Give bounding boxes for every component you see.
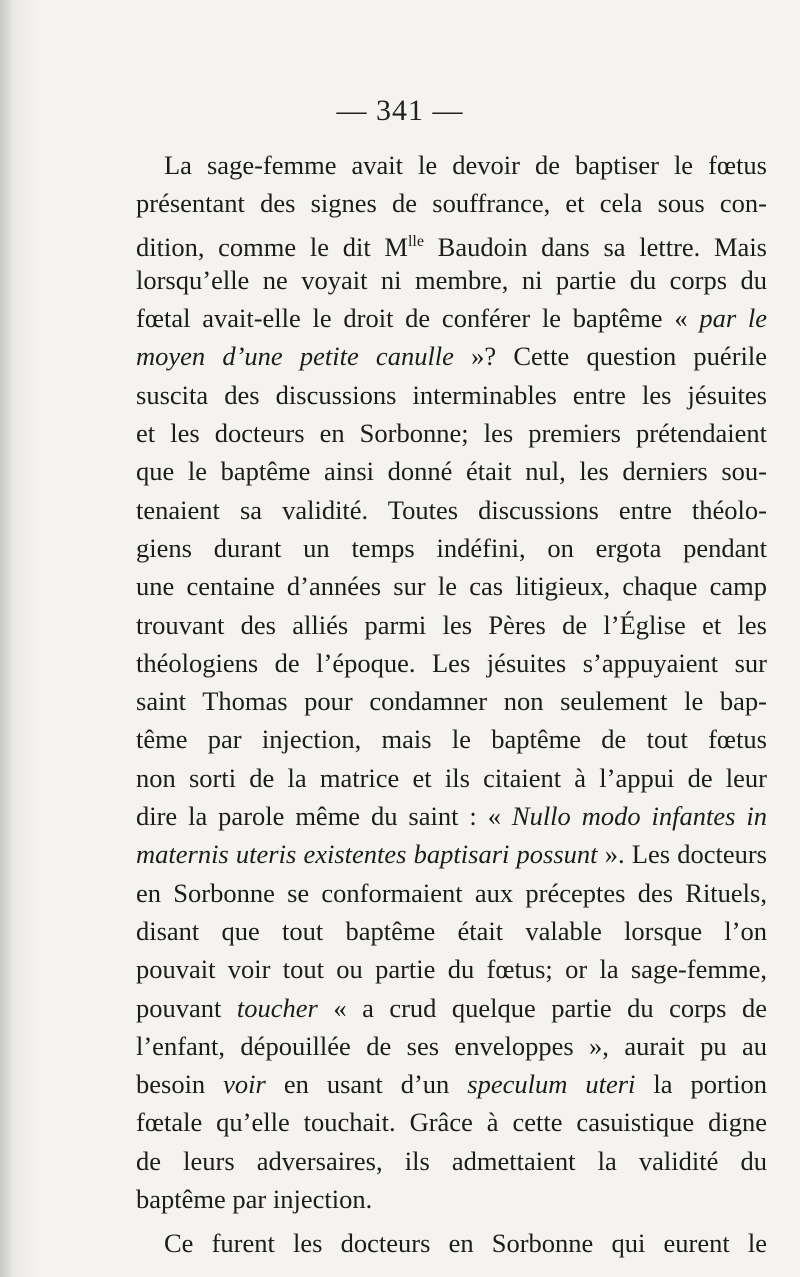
text-segment: fœtal avait-elle le droit de conférer le baptême «: [136, 303, 700, 334]
text-line: [136, 720, 767, 758]
text-segment: trouvant des alliés parmi les Pères de l’Église et les: [136, 609, 767, 640]
italic-text: toucher: [236, 992, 318, 1023]
text-line: [136, 299, 767, 337]
text-segment: de leurs adversaires, ils admettaient la validité du: [136, 1145, 767, 1176]
italic-text: speculum uteri: [467, 1069, 636, 1100]
text-line: [136, 912, 767, 950]
text-segment: La sage-femme avait le devoir de baptiser le fœtus: [164, 150, 767, 180]
text-line: [136, 644, 767, 682]
text-line: [136, 261, 767, 299]
text-segment: en usant d’un: [265, 1069, 468, 1100]
text-line: [136, 1103, 767, 1141]
italic-text: moyen d’une petite canulle: [136, 341, 454, 372]
text-segment: non sorti de la matrice et ils citaient à l’appui de leur: [136, 762, 767, 793]
italic-text: maternis uteris existentes baptisari possunt: [136, 839, 598, 870]
text-line: [136, 1065, 767, 1103]
text-segment: présentant des signes de souffrance, et cela sous con-: [136, 188, 767, 219]
italic-text: Nullo modo infantes in: [511, 801, 767, 832]
text-segment: pouvait voir tout ou partie du fœtus; or la sage-femme,: [136, 954, 767, 985]
text-segment: disant que tout baptême était valable lorsque l’on: [136, 915, 767, 946]
text-line: [136, 1224, 767, 1262]
text-line: [136, 452, 767, 490]
text-segment: lorsqu’elle ne voyait ni membre, ni partie du corps du: [136, 264, 767, 295]
text-segment: pouvant: [136, 992, 237, 1023]
body-text: [136, 146, 767, 1263]
text-line: [136, 1180, 767, 1218]
text-line: [136, 491, 767, 529]
superscript-text: lle: [407, 232, 424, 250]
text-line: [136, 567, 767, 605]
text-line: [136, 414, 767, 452]
text-line: [136, 1027, 767, 1065]
text-segment: dire la parole même du saint : «: [136, 801, 512, 832]
text-segment: la portion: [635, 1069, 767, 1100]
text-segment: Baudoin dans sa lettre. Mais: [423, 231, 767, 261]
text-line: [136, 223, 767, 261]
text-line: [136, 874, 767, 912]
text-segment: besoin: [136, 1069, 224, 1100]
text-segment: en Sorbonne se conformaient aux préceptes des Rituels,: [136, 877, 767, 908]
text-line: [136, 376, 767, 414]
text-segment: l’enfant, dépouillée de ses enveloppes », aurait pu au: [136, 1030, 767, 1061]
text-segment: et les docteurs en Sorbonne; les premiers prétendaient: [136, 418, 767, 449]
text-segment: dition, comme le dit M: [136, 231, 408, 261]
text-segment: que le baptême ainsi donné était nul, les derniers sou-: [136, 456, 767, 487]
text-segment: giens durant un temps indéfini, on ergota pendant: [136, 532, 767, 563]
text-segment: Ce furent les docteurs en Sorbonne qui eurent le: [164, 1228, 767, 1259]
text-line: [136, 682, 767, 720]
text-line: [136, 835, 767, 873]
text-segment: »? Cette question puérile: [453, 341, 767, 372]
text-segment: « a crud quelque partie du corps de: [317, 992, 767, 1023]
text-line: [136, 989, 767, 1027]
text-line: [136, 184, 767, 222]
text-line: [136, 606, 767, 644]
italic-text: voir: [223, 1069, 266, 1100]
text-segment: saint Thomas pour condamner non seulement le bap-: [136, 686, 767, 717]
text-line: [136, 759, 767, 797]
page-number: — 341 —: [336, 94, 464, 127]
text-line: [136, 337, 767, 375]
text-line: [136, 797, 767, 835]
text-segment: baptême par injection.: [136, 1184, 373, 1215]
page-binding-edge: [0, 0, 12, 1277]
text-line: [136, 1142, 767, 1180]
italic-text: par le: [699, 303, 767, 334]
text-line: [136, 950, 767, 988]
text-line: [136, 146, 767, 184]
text-segment: tême par injection, mais le baptême de tout fœtus: [136, 724, 767, 755]
text-line: [136, 529, 767, 567]
text-segment: une centaine d’années sur le cas litigieux, chaque camp: [136, 571, 767, 602]
text-segment: tenaient sa validité. Toutes discussions entre théolo-: [136, 494, 767, 525]
paragraph: [136, 146, 767, 1218]
text-segment: suscita des discussions interminables entre les jésuites: [136, 379, 767, 410]
text-segment: théologiens de l’époque. Les jésuites s’appuyaient sur: [136, 647, 767, 678]
text-segment: fœtale qu’elle touchait. Grâce à cette casuistique digne: [136, 1107, 767, 1138]
text-segment: ». Les docteurs: [597, 839, 767, 870]
paragraph: [136, 1224, 767, 1262]
